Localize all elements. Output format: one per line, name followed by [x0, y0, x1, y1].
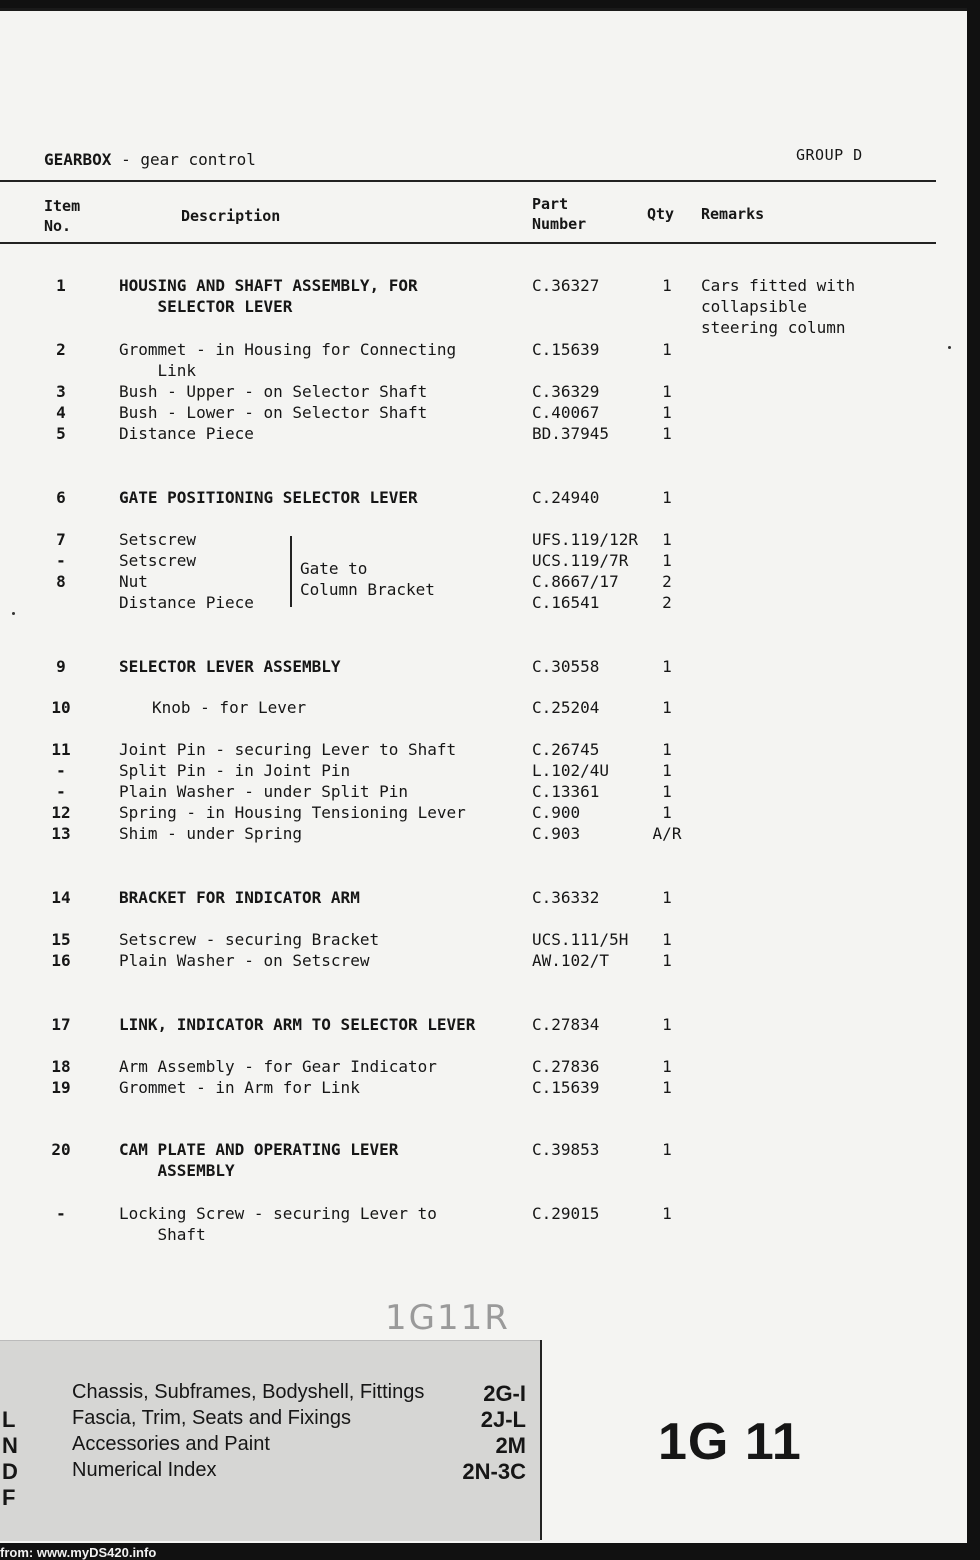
- part-number: C.27836: [532, 1057, 600, 1076]
- item-number: 1: [56, 276, 66, 295]
- part-number: C.36332: [532, 888, 600, 907]
- item-number: 8: [56, 572, 66, 591]
- quantity: 1: [662, 740, 672, 759]
- item-description: Distance Piece: [119, 593, 254, 612]
- document-page: [0, 8, 970, 1543]
- parts-table: [0, 8, 967, 1308]
- remarks: Cars fitted with collapsible steering column: [701, 276, 856, 337]
- item-number: 2: [56, 340, 66, 359]
- col-qty-header: Qty: [647, 205, 675, 223]
- item-description: Knob - for Lever: [152, 698, 307, 717]
- part-number: UFS.119/12R: [532, 530, 638, 549]
- item-description: Distance Piece: [119, 424, 254, 443]
- part-number: C.903: [532, 824, 581, 843]
- item-number: 18: [51, 1057, 71, 1076]
- footer-tab-letter: F: [2, 1485, 16, 1510]
- section-subtitle: - gear control: [121, 150, 256, 169]
- page-code: 1G 11: [658, 1413, 802, 1471]
- quantity: 1: [662, 657, 672, 676]
- quantity: A/R: [652, 824, 682, 843]
- source-url: from: www.myDS420.info: [0, 1545, 157, 1560]
- item-number: 9: [56, 657, 66, 676]
- footer-tab-letter: N: [2, 1433, 18, 1458]
- part-number: L.102/4U: [532, 761, 610, 780]
- scan-speck: [948, 346, 951, 349]
- quantity: 1: [662, 530, 672, 549]
- item-number: 15: [51, 930, 71, 949]
- item-description: Setscrew - securing Bracket: [119, 930, 380, 949]
- part-number: AW.102/T: [532, 951, 610, 970]
- footer-index-ref: 2J-L: [480, 1407, 526, 1432]
- item-number: -: [56, 1204, 66, 1223]
- part-number: C.36329: [532, 382, 600, 401]
- handwritten-mark: 1G11R: [385, 1298, 510, 1338]
- item-description: Grommet - in Housing for Connecting Link: [119, 340, 457, 380]
- item-number: 6: [56, 488, 66, 507]
- footer-index-ref: 2N-3C: [462, 1459, 526, 1484]
- quantity: 1: [662, 382, 672, 401]
- part-number: C.27834: [532, 1015, 600, 1034]
- footer-index-label: Fascia, Trim, Seats and Fixings: [72, 1407, 351, 1429]
- footer-index-label: Numerical Index: [72, 1459, 217, 1481]
- quantity: 1: [662, 1204, 672, 1223]
- col-part-line2: Number: [532, 215, 587, 233]
- item-description: Nut: [119, 572, 148, 591]
- item-number: 14: [51, 888, 71, 907]
- item-number: 4: [56, 403, 66, 422]
- footer-index: [0, 1340, 540, 1541]
- item-description: Shim - under Spring: [119, 824, 303, 843]
- item-description: Grommet - in Arm for Link: [119, 1078, 360, 1097]
- part-number: C.26745: [532, 740, 600, 759]
- quantity: 1: [662, 761, 672, 780]
- part-number: C.40067: [532, 403, 600, 422]
- item-description: Locking Screw - securing Lever to Shaft: [119, 1204, 437, 1244]
- col-item-line2: No.: [44, 217, 72, 235]
- part-number: UCS.111/5H: [532, 930, 629, 949]
- item-number: 13: [51, 824, 71, 843]
- quantity: 1: [662, 424, 672, 443]
- item-description: Bush - Lower - on Selector Shaft: [119, 403, 428, 422]
- item-number: -: [56, 551, 66, 570]
- quantity: 1: [662, 698, 672, 717]
- item-number: 11: [51, 740, 71, 759]
- footer-tab-letter: D: [2, 1459, 18, 1484]
- part-number: C.25204: [532, 698, 600, 717]
- quantity: 1: [662, 276, 672, 295]
- part-number: C.30558: [532, 657, 600, 676]
- gate-note: Gate to Column Bracket: [300, 559, 435, 599]
- part-number: C.8667/17: [532, 572, 619, 591]
- item-description: Arm Assembly - for Gear Indicator: [119, 1057, 437, 1076]
- col-part-line1: Part: [532, 195, 569, 213]
- item-number: 3: [56, 382, 66, 401]
- section-name: GEARBOX: [44, 150, 112, 169]
- item-number: 16: [51, 951, 71, 970]
- part-number: C.29015: [532, 1204, 600, 1223]
- quantity: 1: [662, 551, 672, 570]
- item-description: CAM PLATE AND OPERATING LEVER ASSEMBLY: [119, 1140, 399, 1180]
- quantity: 1: [662, 782, 672, 801]
- part-number: C.15639: [532, 1078, 600, 1097]
- quantity: 1: [662, 888, 672, 907]
- item-number: -: [56, 782, 66, 801]
- part-number: C.16541: [532, 593, 600, 612]
- item-number: 10: [51, 698, 71, 717]
- col-remarks-header: Remarks: [701, 205, 765, 223]
- part-number: UCS.119/7R: [532, 551, 629, 570]
- item-description: GATE POSITIONING SELECTOR LEVER: [119, 488, 418, 507]
- item-number: 5: [56, 424, 66, 443]
- item-description: HOUSING AND SHAFT ASSEMBLY, FOR SELECTOR LEVER: [119, 276, 418, 316]
- item-description: LINK, INDICATOR ARM TO SELECTOR LEVER: [119, 1015, 476, 1034]
- item-number: 12: [51, 803, 71, 822]
- quantity: 1: [662, 403, 672, 422]
- item-number: -: [56, 761, 66, 780]
- part-number: C.900: [532, 803, 581, 822]
- quantity: 2: [662, 572, 672, 591]
- gate-bracket-brace: [290, 536, 292, 607]
- quantity: 1: [662, 488, 672, 507]
- part-number: C.24940: [532, 488, 600, 507]
- item-description: BRACKET FOR INDICATOR ARM: [119, 888, 360, 907]
- item-description: Setscrew: [119, 551, 197, 570]
- footer-index-label: Accessories and Paint: [72, 1433, 270, 1455]
- item-description: Plain Washer - under Split Pin: [119, 782, 408, 801]
- part-number: C.36327: [532, 276, 600, 295]
- part-number: C.13361: [532, 782, 600, 801]
- item-description: Split Pin - in Joint Pin: [119, 761, 351, 780]
- item-description: Plain Washer - on Setscrew: [119, 951, 370, 970]
- item-number: 17: [51, 1015, 71, 1034]
- item-description: SELECTOR LEVER ASSEMBLY: [119, 657, 341, 676]
- quantity: 1: [662, 1078, 672, 1097]
- item-description: Joint Pin - securing Lever to Shaft: [119, 740, 457, 759]
- item-description: Setscrew: [119, 530, 197, 549]
- item-number: 7: [56, 530, 66, 549]
- quantity: 2: [662, 593, 672, 612]
- part-number: C.39853: [532, 1140, 600, 1159]
- quantity: 1: [662, 1140, 672, 1159]
- item-description: Bush - Upper - on Selector Shaft: [119, 382, 428, 401]
- quantity: 1: [662, 951, 672, 970]
- footer-tab-letter: L: [2, 1407, 16, 1432]
- quantity: 1: [662, 340, 672, 359]
- item-number: 19: [51, 1078, 71, 1097]
- part-number: C.15639: [532, 340, 600, 359]
- quantity: 1: [662, 930, 672, 949]
- quantity: 1: [662, 1015, 672, 1034]
- scan-speck: [12, 612, 15, 615]
- item-description: Spring - in Housing Tensioning Lever: [119, 803, 466, 822]
- footer-index-ref: 2M: [495, 1433, 526, 1458]
- footer-index-ref: 2G-I: [483, 1381, 526, 1406]
- group-label: GROUP D: [796, 146, 863, 164]
- part-number: BD.37945: [532, 424, 610, 443]
- col-description-header: Description: [181, 207, 281, 225]
- col-item-line1: Item: [44, 197, 81, 215]
- quantity: 1: [662, 1057, 672, 1076]
- item-number: 20: [51, 1140, 71, 1159]
- footer-index-label: Chassis, Subframes, Bodyshell, Fittings: [72, 1381, 425, 1403]
- quantity: 1: [662, 803, 672, 822]
